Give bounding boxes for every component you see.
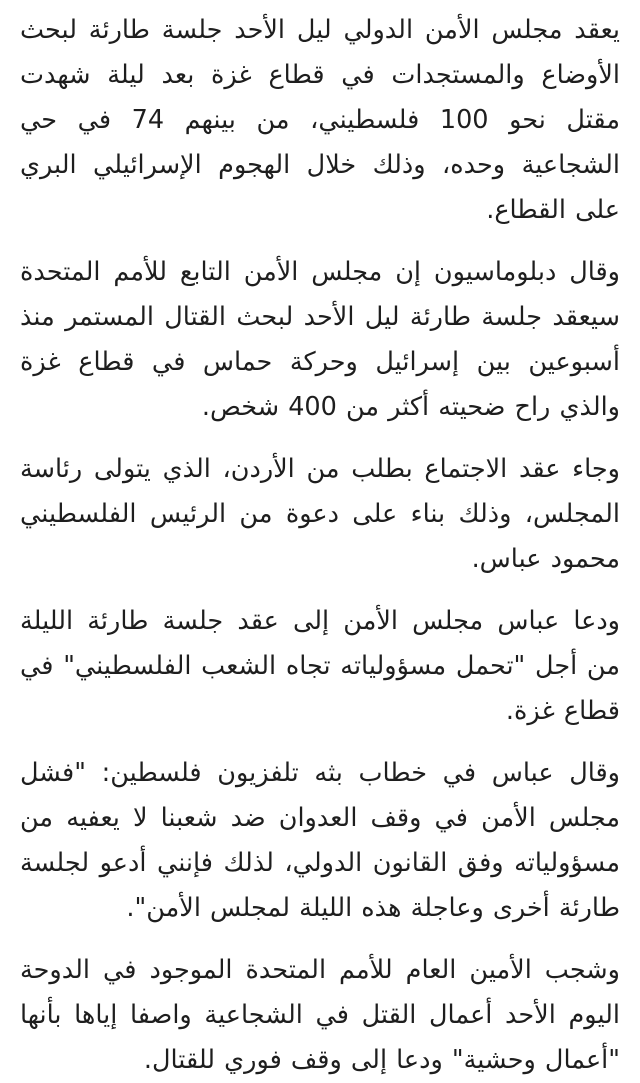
article-paragraph-3: وجاء عقد الاجتماع بطلب من الأردن، الذي يتولى رئاسة المجلس، وذلك بناء على دعوة من الرئيس الفلسطيني محمود عباس. bbox=[20, 454, 620, 574]
article-paragraph-4: ودعا عباس مجلس الأمن إلى عقد جلسة طارئة الليلة من أجل "تحمل مسؤولياته تجاه الشعب الفلسطيني" في قطاع غزة. bbox=[20, 606, 620, 726]
article-paragraph-2: وقال دبلوماسيون إن مجلس الأمن التابع للأمم المتحدة سيعقد جلسة طارئة ليل الأحد لبحث القتال المستمر منذ أسبوعين بين إسرائيل وحركة حماس في قطاع غزة والذي راح ضحيته أكثر من 400 شخص. bbox=[20, 257, 620, 422]
article-paragraph-1: يعقد مجلس الأمن الدولي ليل الأحد جلسة طارئة لبحث الأوضاع والمستجدات في قطاع غزة بعد ليلة شهدت مقتل نحو 100 فلسطيني، من بينهم 74 في حي الشجاعية وحده، وذلك خلال الهجوم الإسرائيلي البري على القطاع. bbox=[20, 15, 620, 225]
article-paragraph-6: وشجب الأمين العام للأمم المتحدة الموجود في الدوحة اليوم الأحد أعمال القتل في الشجاعية واصفا إياها بأنها "أعمال وحشية" ودعا إلى وقف فوري للقتال. bbox=[20, 955, 620, 1075]
article-paragraph-5: وقال عباس في خطاب بثه تلفزيون فلسطين: "فشل مجلس الأمن في وقف العدوان ضد شعبنا لا يعفيه من مسؤولياته وفق القانون الدولي، لذلك فإنني أدعو لجلسة طارئة أخرى وعاجلة هذه الليلة لمجلس الأمن". bbox=[20, 758, 620, 923]
